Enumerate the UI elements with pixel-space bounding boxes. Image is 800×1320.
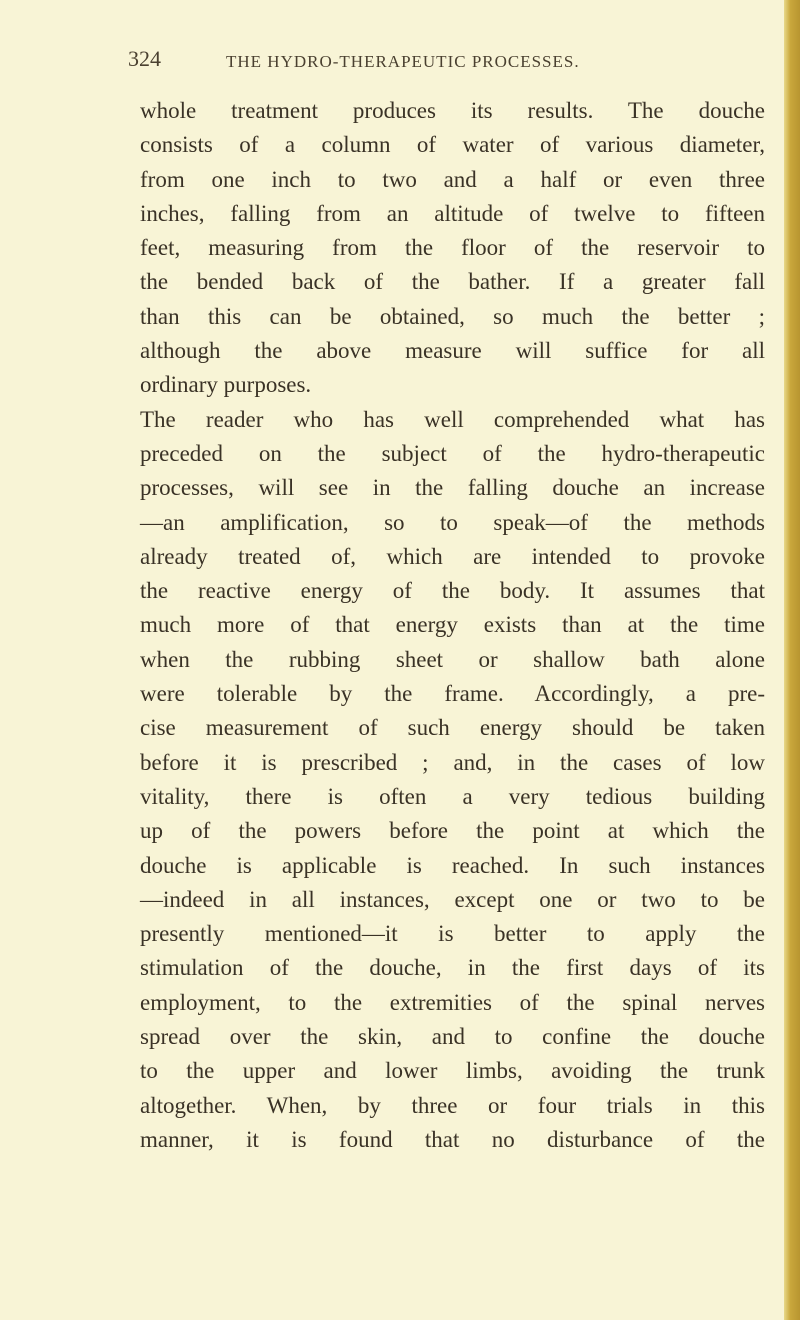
text-line: vitality, there is often a very tedious building	[140, 783, 765, 809]
text-line: ordinary purposes.	[140, 372, 312, 398]
text-line: cise measurement of such energy should be taken	[140, 715, 765, 741]
text-line: than this can be obtained, so much the better ;	[140, 303, 765, 329]
text-line: —indeed in all instances, except one or two to be	[140, 886, 765, 912]
text-line: before it is prescribed ; and, in the cases of low	[140, 749, 765, 775]
text-line: —an amplification, so to speak—of the methods	[140, 509, 765, 535]
text-line: spread over the skin, and to confine the douche	[140, 1024, 765, 1050]
text-line: consists of a column of water of various diameter,	[140, 132, 765, 158]
text-line: up of the powers before the point at which the	[140, 818, 765, 844]
running-title: THE HYDRO-THERAPEUTIC PROCESSES.	[226, 52, 580, 71]
page-edge	[784, 0, 800, 1320]
page-number: 324	[128, 46, 161, 71]
running-header	[128, 46, 688, 76]
text-line: to the upper and lower limbs, avoiding the trunk	[140, 1058, 765, 1084]
text-line: altogether. When, by three or four trials in this	[140, 1092, 765, 1118]
text-line: already treated of, which are intended to provoke	[140, 543, 765, 569]
text-line: feet, measuring from the floor of the reservoir to	[140, 235, 765, 261]
text-line: from one inch to two and a half or even three	[140, 166, 765, 192]
text-line: inches, falling from an altitude of twelve to fifteen	[140, 200, 765, 226]
text-line: stimulation of the douche, in the first days of its	[140, 955, 765, 981]
text-line: processes, will see in the falling douche an increase	[140, 475, 765, 501]
text-line: The reader who has well comprehended what has	[140, 406, 765, 432]
text-line: the reactive energy of the body. It assumes that	[140, 578, 765, 604]
text-line: manner, it is found that no disturbance of the	[140, 1126, 765, 1152]
text-line: preceded on the subject of the hydro-therapeutic	[140, 440, 765, 466]
text-line: presently mentioned—it is better to apply the	[140, 921, 765, 947]
text-line: douche is applicable is reached. In such instances	[140, 852, 765, 878]
text-line: were tolerable by the frame. Accordingly, a pre-	[140, 681, 765, 707]
text-line: much more of that energy exists than at the time	[140, 612, 765, 638]
text-line: whole treatment produces its results. The douche	[140, 98, 765, 123]
text-line: the bended back of the bather. If a greater fall	[140, 269, 765, 295]
text-line: employment, to the extremities of the spinal nerves	[140, 989, 765, 1015]
text-line: although the above measure will suffice for all	[140, 338, 765, 364]
body-text	[140, 94, 765, 1157]
text-line: when the rubbing sheet or shallow bath alone	[140, 646, 765, 672]
